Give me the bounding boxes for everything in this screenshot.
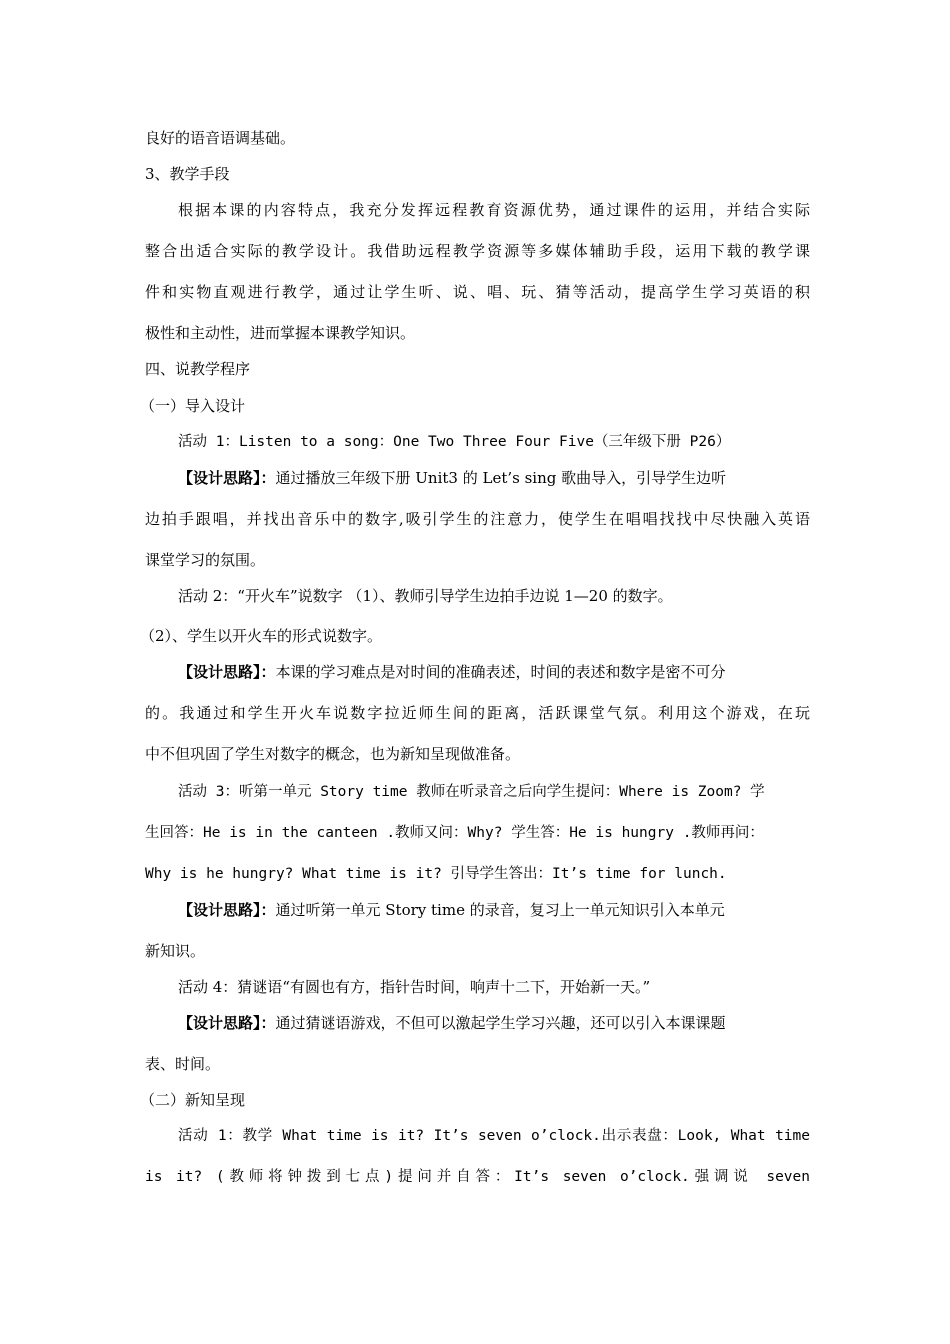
text-line: 活动 1：教学 What time is it? It’s seven o’clock.出示表盘：Look, What time	[178, 1128, 810, 1144]
text-line: 新知识。	[145, 942, 206, 960]
text-line: 课堂学习的氛围。	[145, 551, 266, 569]
text-line: 根据本课的内容特点，我充分发挥远程教育资源优势，通过课件的运用，并结合实际	[178, 201, 810, 219]
text-line: 【设计思路】：通过播放三年级下册 Unit3 的 Let’s sing 歌曲导入，引导学生边听	[178, 469, 727, 487]
section-heading: 3、教学手段	[145, 165, 230, 183]
text-line: is it? (教师将钟拨到七点)提问并自答：It’s seven o’clock.强调说 seven	[145, 1169, 810, 1185]
text-line: 良好的语音语调基础。	[145, 129, 296, 147]
text-line: 【设计思路】：通过听第一单元 Story time 的录音，复习上一单元知识引入本单元	[178, 901, 725, 919]
text-line: 活动 4：猜谜语“有圆也有方，指针告时间，响声十二下，开始新一天。”	[178, 978, 651, 996]
design-idea-label: 【设计思路】：	[178, 469, 276, 487]
text-line: 生回答：He is in the canteen .教师又问：Why? 学生答：He is hungry .教师再问：	[145, 825, 764, 841]
text-line: 【设计思路】：本课的学习难点是对时间的准确表述，时间的表述和数字是密不可分	[178, 663, 726, 681]
text-line: 中不但巩固了学生对数字的概念，也为新知呈现做准备。	[145, 745, 521, 763]
text-line: （2）、学生以开火车的形式说数字。	[140, 627, 383, 645]
text-line: 件和实物直观进行教学，通过让学生听、说、唱、玩、猜等活动，提高学生学习英语的积	[145, 283, 810, 301]
text-line: 极性和主动性，进而掌握本课教学知识。	[145, 324, 416, 342]
text-line: 【设计思路】：通过猜谜语游戏，不但可以激起学生学习兴趣，还可以引入本课课题	[178, 1014, 726, 1032]
design-idea-label: 【设计思路】：	[178, 1014, 276, 1032]
text-line: 活动 3：听第一单元 Story time 教师在听录音之后向学生提问：Where is Zoom? 学	[178, 784, 765, 800]
text-line: 的。我通过和学生开火车说数字拉近师生间的距离，活跃课堂气氛。利用这个游戏，在玩	[145, 704, 810, 722]
design-idea-label: 【设计思路】：	[178, 901, 276, 919]
section-heading: 四、说教学程序	[145, 360, 251, 378]
subsection-heading: （一）导入设计	[140, 397, 246, 415]
text-line: Why is he hungry? What time is it? 引导学生答出：It’s time for lunch.	[145, 866, 727, 882]
text-line: 表、时间。	[145, 1055, 221, 1073]
text-line: 边拍手跟唱，并找出音乐中的数字,吸引学生的注意力，使学生在唱唱找找中尽快融入英语	[145, 510, 810, 528]
design-idea-label: 【设计思路】：	[178, 663, 276, 681]
text-line: 活动 1：Listen to a song：One Two Three Four Five（三年级下册 P26）	[178, 434, 731, 450]
subsection-heading: （二）新知呈现	[140, 1091, 246, 1109]
text-line: 整合出适合实际的教学设计。我借助远程教学资源等多媒体辅助手段，运用下载的教学课	[145, 242, 810, 260]
text-line: 活动 2：“开火车”说数字 （1）、教师引导学生边拍手边说 1—20 的数字。	[178, 587, 673, 605]
